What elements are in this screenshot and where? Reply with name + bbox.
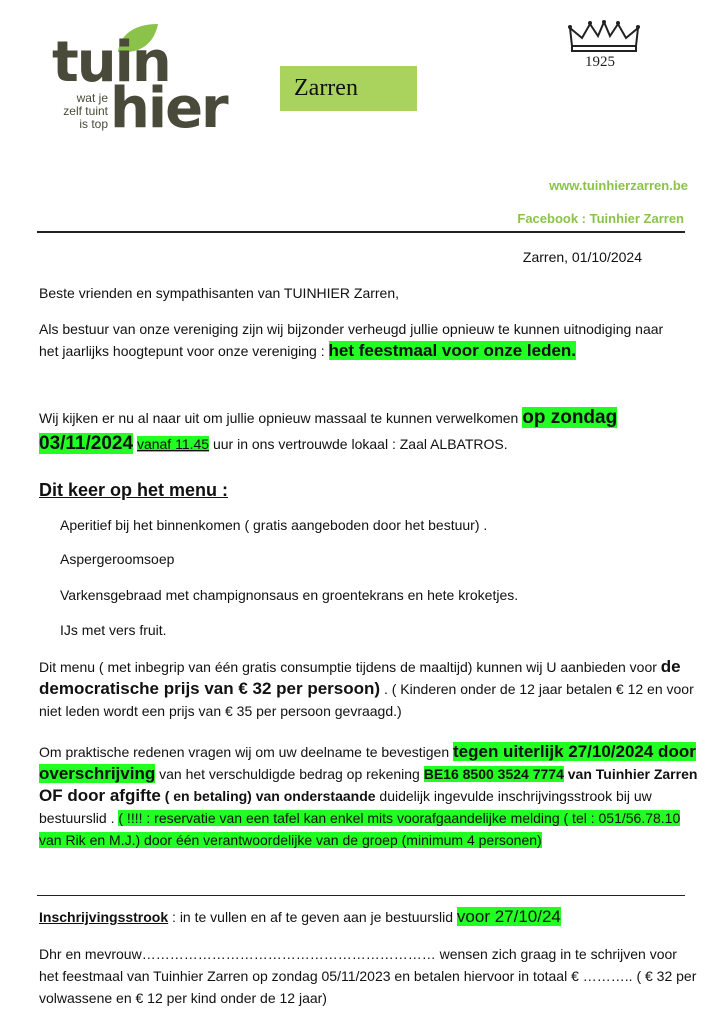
registration-form-text: Dhr en mevrouw……………………………………………………… wensen zich graag in te schrijven voor het feestmaal van Tuinhier Zarren op zondag 05/11/2023 en betalen hiervoor in totaal € ……….. ( € 32 per volwassene en € 12 per kind onder de 12 jaar) — [39, 946, 697, 1006]
menu-item: Aperitief bij het binnenkomen ( gratis aangeboden door het bestuur) . — [60, 517, 488, 533]
logo-word-bottom: hier — [110, 76, 227, 141]
price-statement: de democratische prijs van € 32 per persoon) — [39, 657, 681, 698]
header-divider — [37, 231, 685, 233]
founding-year: 1925 — [585, 54, 615, 70]
letter-date: Zarren, 01/10/2024 — [522, 249, 642, 265]
menu-item: IJs met vers fruit. — [60, 622, 167, 638]
highlight-event-date: op zondag 03/11/2024 — [39, 407, 618, 454]
highlight-feast: het feestmaal voor onze leden. — [328, 341, 577, 360]
highlight-strip-deadline: voor 27/10/24 — [456, 907, 561, 926]
paragraph-date: Wij kijken er nu al naar uit om jullie opnieuw massaal te kunnen verwelkomen op zondag 03/11/2024 vanaf 11.45 uur in ons vertrouwde lokaal : Zaal ALBATROS. — [39, 407, 618, 454]
menu-item: Aspergeroomsoep — [60, 551, 175, 567]
bank-account: BE16 8500 3524 7774 — [423, 766, 564, 782]
highlight-time: vanaf 11.45 — [136, 436, 210, 452]
branch-label: Zarren — [294, 75, 358, 101]
branch-label-box — [280, 66, 417, 111]
website-link[interactable]: www.tuinhierzarren.be — [549, 178, 688, 193]
crown-icon — [566, 20, 642, 54]
highlight-deadline: tegen uiterlijk 27/10/2024 door overschrijving — [39, 742, 696, 783]
highlight-reservation-note: ( !!!! : reservatie van een tafel kan enkel mits voorafgaandelijke melding ( tel : 051/56.78.10 van Rik en M.J.) door één verantwoordelijke van de groep (minimum 4 personen) — [39, 810, 681, 848]
paragraph-registration: Om praktische redenen vragen wij om uw deelname te bevestigen tegen uiterlijk 27/10/2024 door overschrijving van het verschuldigde bedrag op rekening BE16 8500 3524 7774 van Tuinhier Zarren OF door afgifte ( en betaling) van onderstaande duidelijk ingevulde inschrijvingsstrook bij uw bestuurslid . ( !!!! : reservatie van een tafel kan enkel mits voorafgaandelijke melding ( tel : 051/56.78.10 van Rik en M.J.) door één verantwoordelijke van de groep (minimum 4 personen) — [39, 742, 698, 848]
paragraph-invitation: Als bestuur van onze vereniging zijn wij bijzonder verheugd jullie opnieuw te kunnen uitnodiging naar het jaarlijks hoogtepunt voor onze vereniging : het feestmaal voor onze leden. — [39, 321, 664, 360]
cut-line — [37, 895, 685, 896]
facebook-link[interactable]: Facebook : Tuinhier Zarren — [517, 211, 684, 226]
registration-strip-heading: Inschrijvingsstrook : in te vullen en af te geven aan je bestuurslid voor 27/10/24 — [39, 907, 561, 926]
strip-label: Inschrijvingsstrook — [39, 909, 169, 925]
letter-greeting: Beste vrienden en sympathisanten van TUINHIER Zarren, — [39, 285, 400, 301]
menu-title: Dit keer op het menu : — [39, 480, 229, 500]
tuinhier-logo — [52, 22, 227, 141]
logo-word-top: tuin — [52, 30, 170, 95]
menu-item: Varkensgebraad met champignonsaus en groentekrans en hete kroketjes. — [60, 587, 519, 603]
paragraph-price: Dit menu ( met inbegrip van één gratis consumptie tijdens de maaltijd) kunnen wij U aanbieden voor de democratische prijs van € 32 per persoon) . ( Kinderen onder de 12 jaar betalen € 12 en voor niet leden wordt een prijs van € 35 per persoon gevraagd.) — [39, 657, 694, 719]
logo-slogan: wat je zelf tuint is top — [63, 91, 108, 131]
